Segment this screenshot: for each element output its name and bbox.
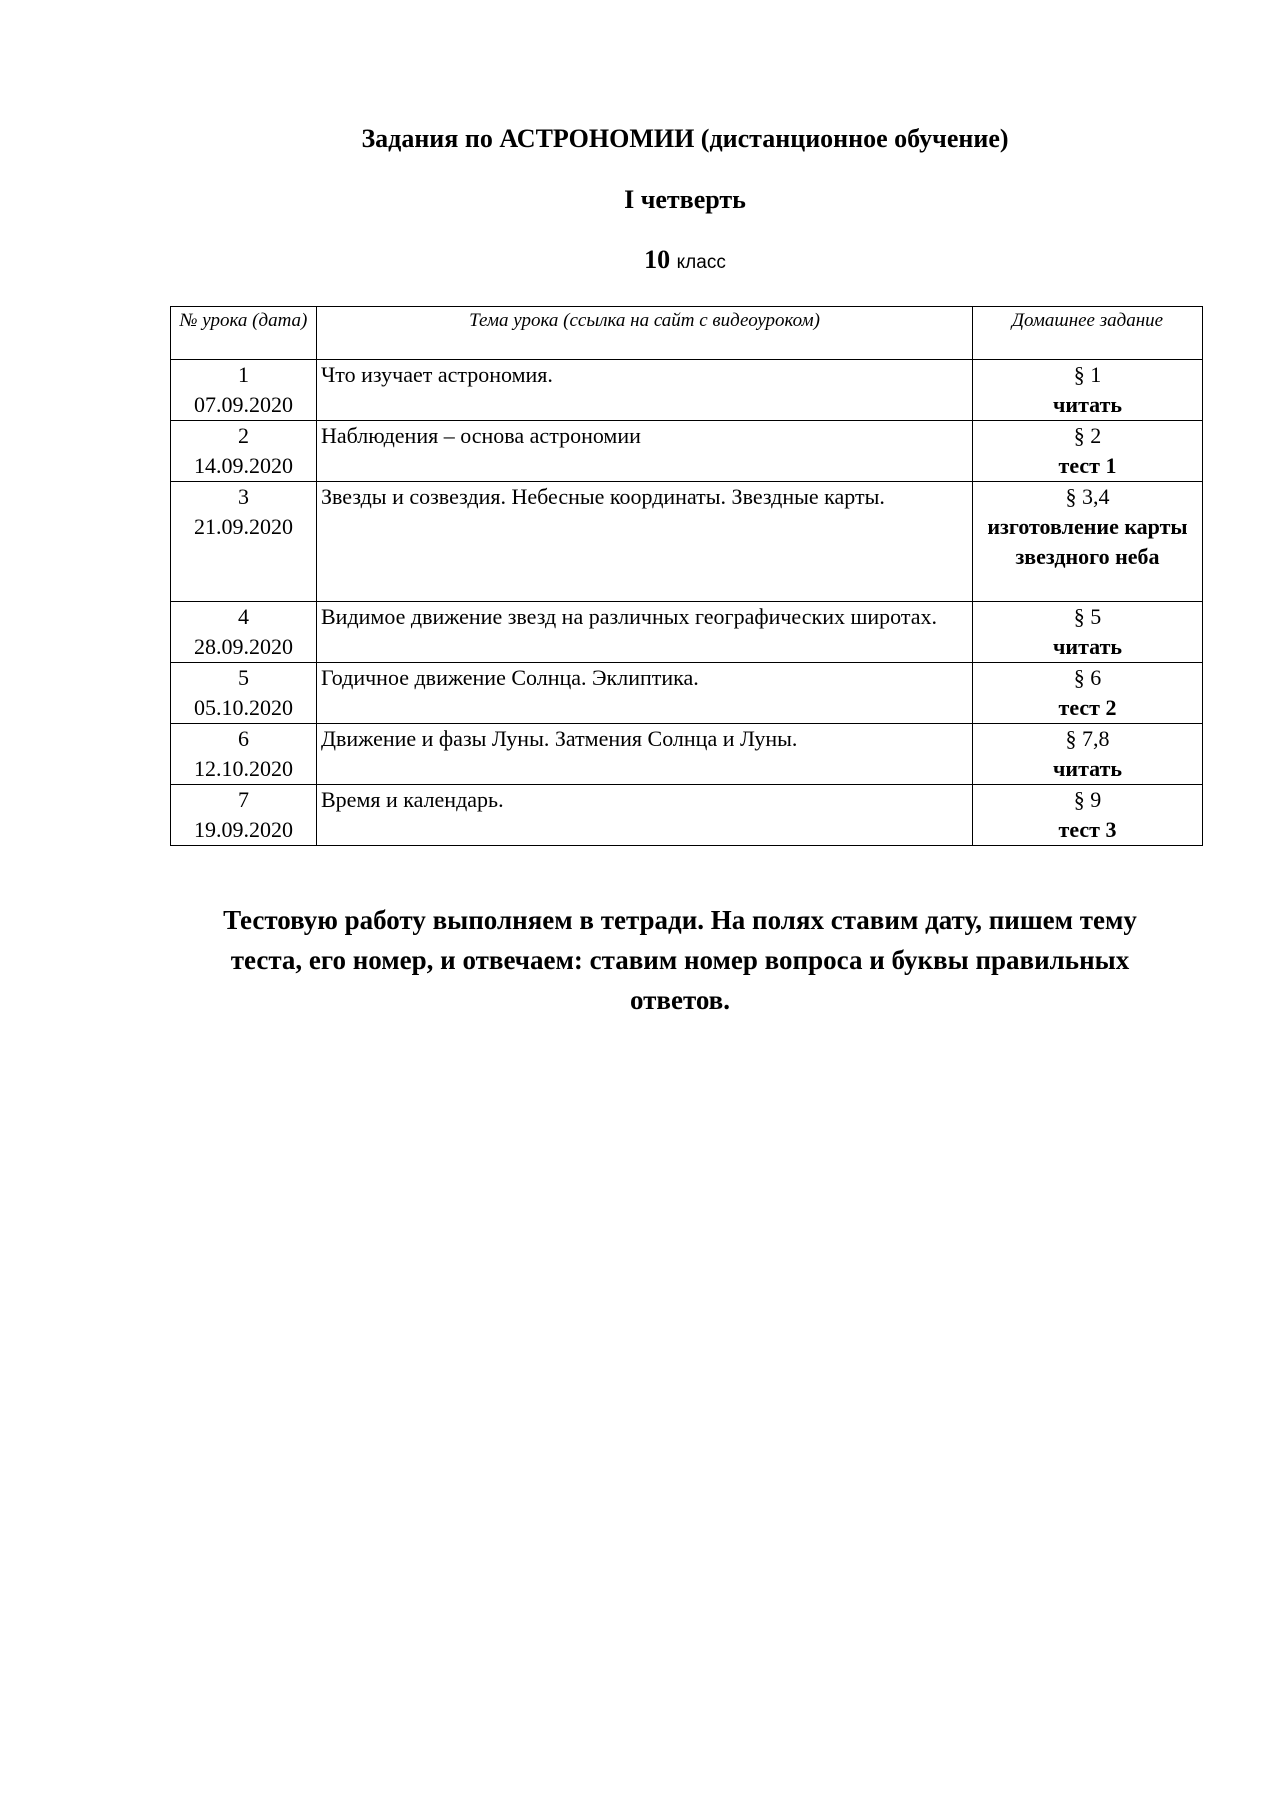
- homework-task: читать: [1052, 756, 1123, 781]
- lesson-topic: Наблюдения – основа астрономии: [317, 421, 973, 482]
- homework-paragraph: § 9: [1073, 787, 1102, 812]
- quarter-heading: I четверть: [624, 185, 746, 214]
- column-header-homework: Домашнее задание: [973, 307, 1203, 360]
- homework-task: тест 3: [1058, 817, 1117, 842]
- homework-cell: [973, 602, 1203, 663]
- column-header-lesson: № урока (дата): [171, 307, 317, 360]
- homework-cell: [973, 482, 1203, 602]
- homework-cell: [973, 785, 1203, 846]
- lesson-date: 21.09.2020: [194, 514, 293, 539]
- lesson-cell: [171, 724, 317, 785]
- lesson-topic: Что изучает астрономия.: [317, 360, 973, 421]
- lesson-number: 3: [238, 484, 249, 509]
- table-row: [171, 724, 1203, 785]
- lesson-topic: Годичное движение Солнца. Эклиптика.: [317, 663, 973, 724]
- grade-number: 10: [644, 245, 671, 274]
- table-row: [171, 482, 1203, 602]
- lesson-cell: [171, 602, 317, 663]
- lesson-number: 5: [238, 665, 249, 690]
- homework-paragraph: § 6: [1073, 665, 1102, 690]
- lesson-date: 07.09.2020: [194, 392, 293, 417]
- homework-paragraph: § 5: [1073, 604, 1102, 629]
- grade-word: класс: [676, 252, 726, 273]
- homework-paragraph: § 1: [1073, 362, 1102, 387]
- lesson-cell: [171, 421, 317, 482]
- table-row: [171, 785, 1203, 846]
- lesson-cell: [171, 663, 317, 724]
- instructions-note: Тестовую работу выполняем в тетради. На полях ставим дату, пишем тему теста, его номер, и отвечаем: ставим номер вопроса и буквы правильных ответов.: [223, 905, 1137, 1015]
- lesson-topic: Время и календарь.: [317, 785, 973, 846]
- table-row: [171, 421, 1203, 482]
- document-title: Задания по АСТРОНОМИИ (дистанционное обучение): [361, 124, 1009, 153]
- lesson-number: 4: [238, 604, 249, 629]
- grade-heading: [0, 245, 1280, 275]
- column-header-topic: Тема урока (ссылка на сайт с видеоуроком): [317, 307, 973, 360]
- homework-cell: [973, 724, 1203, 785]
- table-row: [171, 360, 1203, 421]
- table-header-row: [171, 307, 1203, 360]
- lesson-topic: Движение и фазы Луны. Затмения Солнца и Луны.: [317, 724, 973, 785]
- homework-task: читать: [1052, 634, 1123, 659]
- homework-cell: [973, 663, 1203, 724]
- lesson-cell: [171, 360, 317, 421]
- lesson-topic: Звезды и созвездия. Небесные координаты. Звездные карты.: [317, 482, 973, 602]
- lesson-number: 1: [238, 362, 249, 387]
- lesson-date: 19.09.2020: [194, 817, 293, 842]
- lesson-schedule-table: [170, 306, 1203, 846]
- lesson-date: 05.10.2020: [194, 695, 293, 720]
- homework-paragraph: § 2: [1073, 423, 1102, 448]
- lesson-cell: [171, 482, 317, 602]
- lesson-number: 7: [238, 787, 249, 812]
- lesson-topic: Видимое движение звезд на различных географических широтах.: [317, 602, 973, 663]
- homework-task: тест 2: [1058, 695, 1117, 720]
- homework-paragraph: § 7,8: [1065, 726, 1110, 751]
- homework-task: читать: [1052, 392, 1123, 417]
- table-row: [171, 602, 1203, 663]
- homework-task: изготовление карты звездного неба: [987, 514, 1188, 569]
- homework-task: тест 1: [1058, 453, 1117, 478]
- lesson-number: 6: [238, 726, 249, 751]
- lesson-date: 14.09.2020: [194, 453, 293, 478]
- lesson-cell: [171, 785, 317, 846]
- homework-cell: [973, 360, 1203, 421]
- homework-paragraph: § 3,4: [1065, 484, 1110, 509]
- lesson-date: 12.10.2020: [194, 756, 293, 781]
- lesson-number: 2: [238, 423, 249, 448]
- lesson-date: 28.09.2020: [194, 634, 293, 659]
- homework-cell: [973, 421, 1203, 482]
- table-row: [171, 663, 1203, 724]
